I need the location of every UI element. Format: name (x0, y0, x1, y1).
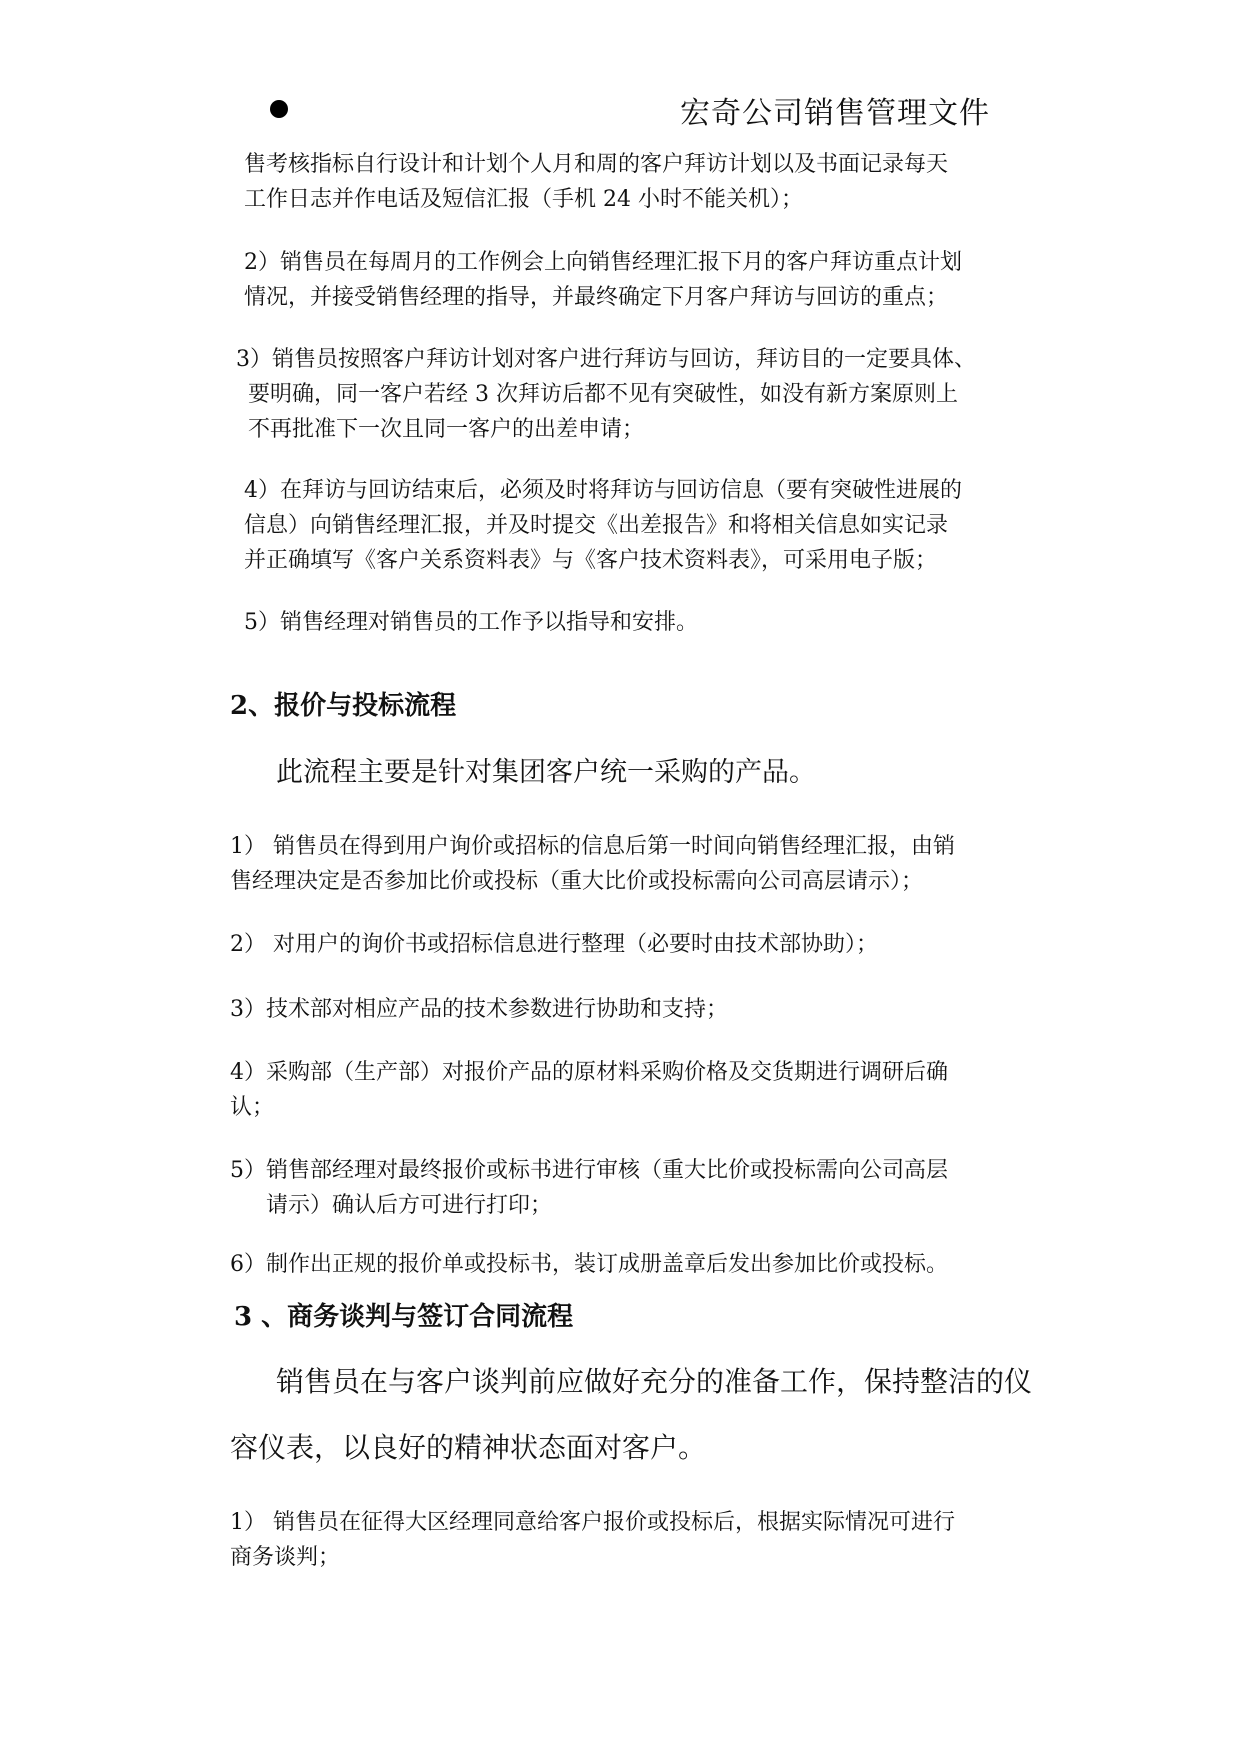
s2-item5-line2: 请示）确认后方可进行打印； (266, 1193, 553, 1218)
document-header-title: 宏奇公司销售管理文件 (680, 96, 990, 131)
s2-item3-line1: 3）技术部对相应产品的技术参数进行协助和支持； (230, 997, 728, 1022)
s3-item1-line1: 1） 销售员在征得大区经理同意给客户报价或投标后，根据实际情况可进行 (230, 1510, 955, 1535)
section2-heading: 2、报价与投标流程 (230, 691, 457, 721)
s1-item3-line3: 不再批准下一次且同一客户的出差申请； (248, 417, 645, 442)
s1-item4-line2: 信息）向销售经理汇报，并及时提交《出差报告》和将相关信息如实记录 (244, 513, 949, 538)
s2-item1-line2: 售经理决定是否参加比价或投标（重大比价或投标需向公司高层请示）； (230, 869, 924, 894)
s2-item5-line1: 5）销售部经理对最终报价或标书进行审核（重大比价或投标需向公司高层 (230, 1158, 948, 1183)
s1-item1-line2: 工作日志并作电话及短信汇报（手机 24 小时不能关机）； (244, 187, 803, 212)
section3-intro-line1: 销售员在与客户谈判前应做好充分的准备工作，保持整洁的仪 (276, 1365, 1033, 1398)
s1-item2-line2: 情况，并接受销售经理的指导，并最终确定下月客户拜访与回访的重点； (244, 285, 949, 310)
s2-item2-line1: 2） 对用户的询价书或招标信息进行整理（必要时由技术部协助）； (230, 932, 878, 957)
s1-item4-line1: 4）在拜访与回访结束后，必须及时将拜访与回访信息（要有突破性进展的 (244, 478, 962, 503)
s1-item1-line1: 售考核指标自行设计和计划个人月和周的客户拜访计划以及书面记录每天 (244, 152, 949, 177)
s2-item4-line1: 4）采购部（生产部）对报价产品的原材料采购价格及交货期进行调研后确 (230, 1060, 948, 1085)
s3-item1-line2: 商务谈判； (230, 1545, 341, 1570)
s1-item4-line3: 并正确填写《客户关系资料表》与《客户技术资料表》，可采用电子版； (244, 548, 938, 573)
s1-item3-line2: 要明确，同一客户若经 3 次拜访后都不见有突破性，如没有新方案原则上 (248, 382, 958, 407)
section2-intro: 此流程主要是针对集团客户统一采购的产品。 (276, 757, 816, 788)
section3-intro-line2: 容仪表，以良好的精神状态面对客户。 (230, 1431, 707, 1464)
section3-heading: 3 、商务谈判与签订合同流程 (234, 1302, 574, 1332)
bullet-icon (270, 100, 288, 118)
s1-item3-line1: 3）销售员按照客户拜访计划对客户进行拜访与回访，拜访目的一定要具体、 (236, 347, 976, 372)
s1-item5-line1: 5）销售经理对销售员的工作予以指导和安排。 (244, 610, 698, 635)
s1-item2-line1: 2）销售员在每周月的工作例会上向销售经理汇报下月的客户拜访重点计划 (244, 250, 962, 275)
s2-item1-line1: 1） 销售员在得到用户询价或招标的信息后第一时间向销售经理汇报，由销 (230, 834, 955, 859)
s2-item4-line2: 认； (230, 1095, 275, 1120)
s2-item6-line1: 6）制作出正规的报价单或投标书，装订成册盖章后发出参加比价或投标。 (230, 1252, 948, 1277)
